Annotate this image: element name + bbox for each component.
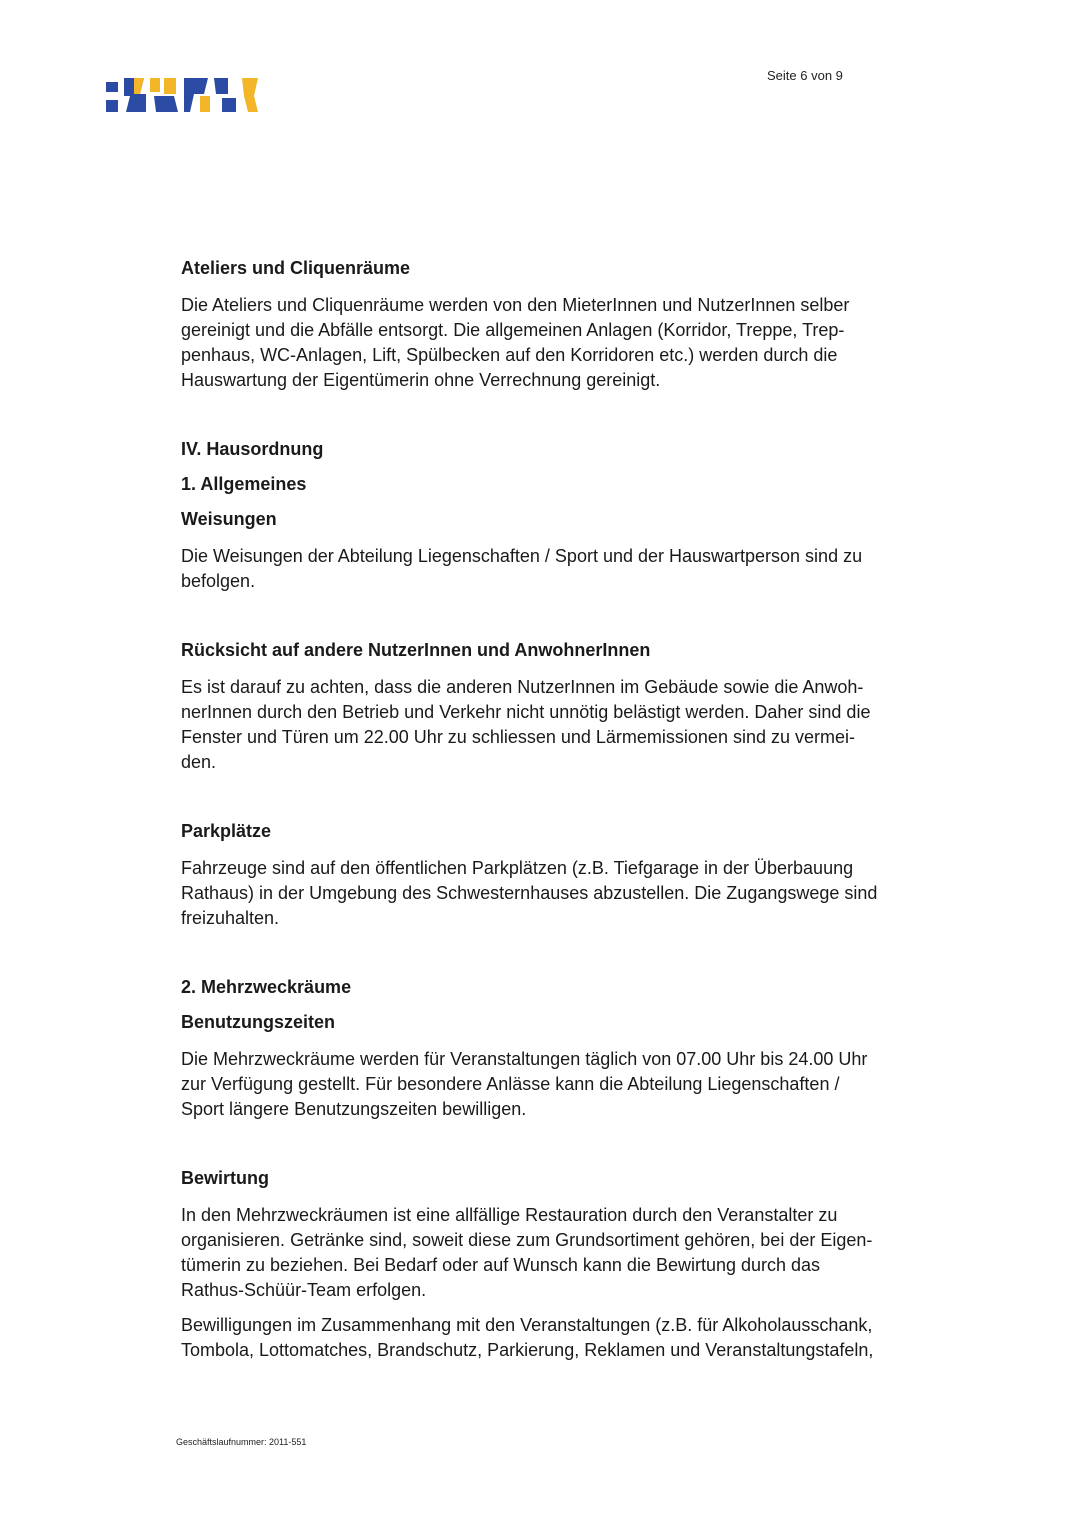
text-line: tümerin zu beziehen. Bei Bedarf oder auf Wunsch kann die Bewirtung durch das	[181, 1255, 821, 1275]
paragraph-weisungen	[181, 544, 953, 594]
text-line: zur Verfügung gestellt. Für besondere Anlässe kann die Abteilung Liegenschaften /	[181, 1074, 840, 1094]
text-line: penhaus, WC-Anlagen, Lift, Spülbecken auf den Korridoren etc.) werden durch die	[181, 345, 838, 365]
text-line: befolgen.	[181, 571, 256, 591]
footer-reference: Geschäftslaufnummer: 2011-551	[176, 1437, 307, 1447]
page-number: Seite 6 von 9	[767, 68, 843, 83]
text-line: Die Ateliers und Cliquenräume werden von den MieterInnen und NutzerInnen selber	[181, 295, 850, 315]
logo	[104, 74, 264, 119]
text-line: gereinigt und die Abfälle entsorgt. Die allgemeinen Anlagen (Korridor, Treppe, Trep-	[181, 320, 845, 340]
text-line: Die Weisungen der Abteilung Liegenschaften / Sport und der Hauswartperson sind zu	[181, 546, 863, 566]
heading-hausordnung: IV. Hausordnung	[181, 439, 324, 459]
heading-benutzungszeiten: Benutzungszeiten	[181, 1012, 336, 1032]
paragraph-parkplaetze	[181, 856, 953, 931]
paragraph-bewirtung	[181, 1203, 953, 1303]
text-line: Rathus-Schüür-Team erfolgen.	[181, 1280, 427, 1300]
text-line: Bewilligungen im Zusammenhang mit den Veranstaltungen (z.B. für Alkoholausschank,	[181, 1315, 873, 1335]
paragraph-ateliers	[181, 293, 953, 393]
text-line: Fenster und Türen um 22.00 Uhr zu schliessen und Lärmemissionen sind zu vermei-	[181, 727, 855, 747]
heading-weisungen: Weisungen	[181, 509, 277, 529]
text-line: Die Mehrzweckräume werden für Veranstaltungen täglich von 07.00 Uhr bis 24.00 Uhr	[181, 1049, 868, 1069]
paragraph-bewilligungen	[181, 1313, 953, 1363]
text-line: Sport längere Benutzungszeiten bewilligen.	[181, 1099, 527, 1119]
text-line: In den Mehrzweckräumen ist eine allfällige Restauration durch den Veranstalter zu	[181, 1205, 838, 1225]
text-line: Fahrzeuge sind auf den öffentlichen Parkplätzen (z.B. Tiefgarage in der Überbauung	[181, 858, 854, 878]
logo-graphic	[104, 74, 264, 114]
heading-mehrzweckraeume: 2. Mehrzweckräume	[181, 977, 352, 997]
text-line: Tombola, Lottomatches, Brandschutz, Parkierung, Reklamen und Veranstaltungstafeln,	[181, 1340, 874, 1360]
heading-ruecksicht: Rücksicht auf andere NutzerInnen und AnwohnerInnen	[181, 640, 651, 660]
text-line: Hauswartung der Eigentümerin ohne Verrechnung gereinigt.	[181, 370, 661, 390]
text-line: freizuhalten.	[181, 908, 280, 928]
heading-ateliers: Ateliers und Cliquenräume	[181, 258, 411, 278]
paragraph-ruecksicht	[181, 675, 953, 775]
document-body	[181, 256, 953, 1363]
text-line: Es ist darauf zu achten, dass die anderen NutzerInnen im Gebäude sowie die Anwoh-	[181, 677, 864, 697]
heading-allgemeines: 1. Allgemeines	[181, 474, 307, 494]
paragraph-benutzungszeiten	[181, 1047, 953, 1122]
heading-bewirtung: Bewirtung	[181, 1168, 269, 1188]
text-line: organisieren. Getränke sind, soweit diese zum Grundsortiment gehören, bei der Eigen-	[181, 1230, 873, 1250]
text-line: den.	[181, 752, 217, 772]
text-line: nerInnen durch den Betrieb und Verkehr nicht unnötig belästigt werden. Daher sind die	[181, 702, 871, 722]
text-line: Rathaus) in der Umgebung des Schwesternhauses abzustellen. Die Zugangswege sind	[181, 883, 878, 903]
heading-parkplaetze: Parkplätze	[181, 821, 272, 841]
